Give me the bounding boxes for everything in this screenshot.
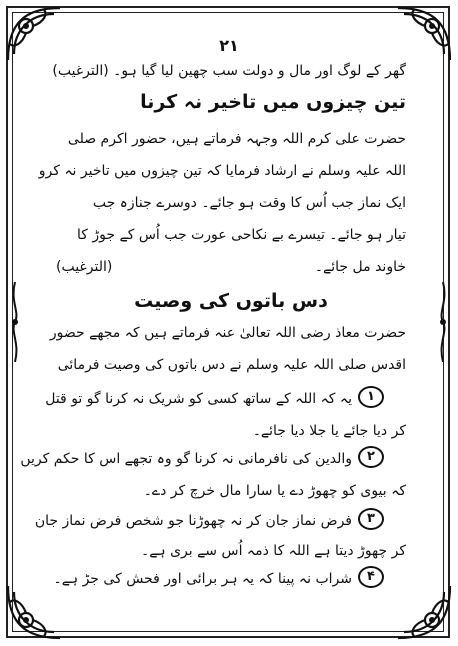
list-item-text: فرض نماز جان کر نہ چھوڑنا جو شخص فرض نماز جان (34, 513, 352, 529)
section-heading: تین چیزوں میں تاخیر نہ کرنا (140, 91, 406, 113)
item-number-badge: ۱ (358, 386, 384, 408)
side-ornament-right (436, 282, 450, 362)
page-number: ۲۱ (219, 36, 239, 55)
text-line: گھر کے لوگ اور مال و دولت سب چھین لیا گیا ہو۔ (الترغیب) (52, 63, 406, 79)
side-ornament-left (8, 282, 22, 362)
item-number-badge: ۳ (358, 508, 384, 530)
reference-citation: (الترغیب) (56, 259, 113, 275)
list-item-text: کر چھوڑ دیتا ہے اللہ کا ذمہ اُس سے بری ہے۔ (141, 543, 406, 559)
list-item-text: شراب نہ پینا کہ یہ ہر برائی اور فحش کی جڑ ہے۔ (53, 571, 352, 587)
text-line: حضرت علی کرم اللہ وجہہ فرماتے ہیں، حضور اکرم صلی (67, 131, 406, 147)
text-line: تیار ہو جائے۔ تیسرے بے نکاحی عورت جب اُس کے جوڑ کا (77, 227, 406, 243)
item-number-badge: ۴ (358, 566, 384, 588)
text-line: خاوند مل جائے۔ (314, 259, 406, 275)
corner-ornament-top-left (4, 4, 64, 64)
list-item-text: یہ کہ اللہ کے ساتھ کسی کو شریک نہ کرنا گو تو قتل (45, 391, 352, 407)
corner-ornament-top-right (394, 4, 454, 64)
text-line: اللہ علیہ وسلم نے ارشاد فرمایا کہ تین چیزوں میں تاخیر نہ کرو (38, 163, 406, 179)
list-item-text: کہ بیوی کو چھوڑ دے یا سارا مال خرچ کر دے۔ (143, 483, 406, 499)
corner-ornament-bottom-right (394, 582, 454, 642)
item-number-badge: ۲ (358, 446, 384, 468)
text-line: ایک نماز جب اُس کا وقت ہو جائے۔ دوسرے جنازہ جب (92, 195, 406, 211)
text-line: اقدس صلی اللہ علیہ وسلم نے دس باتوں کی وصیت فرمائی (57, 357, 406, 373)
list-item-text: والدین کی نافرمانی نہ کرنا گو وہ تجھے اس کا حکم کریں (20, 451, 352, 467)
section-heading: دس باتوں کی وصیت (134, 290, 328, 312)
list-item-text: کر دیا جائے یا جلا دیا جائے۔ (252, 423, 406, 439)
text-line: حضرت معاذ رضی اللہ تعالیٰ عنہ فرماتے ہیں کہ مجھے حضور (49, 325, 406, 341)
corner-ornament-bottom-left (4, 582, 64, 642)
